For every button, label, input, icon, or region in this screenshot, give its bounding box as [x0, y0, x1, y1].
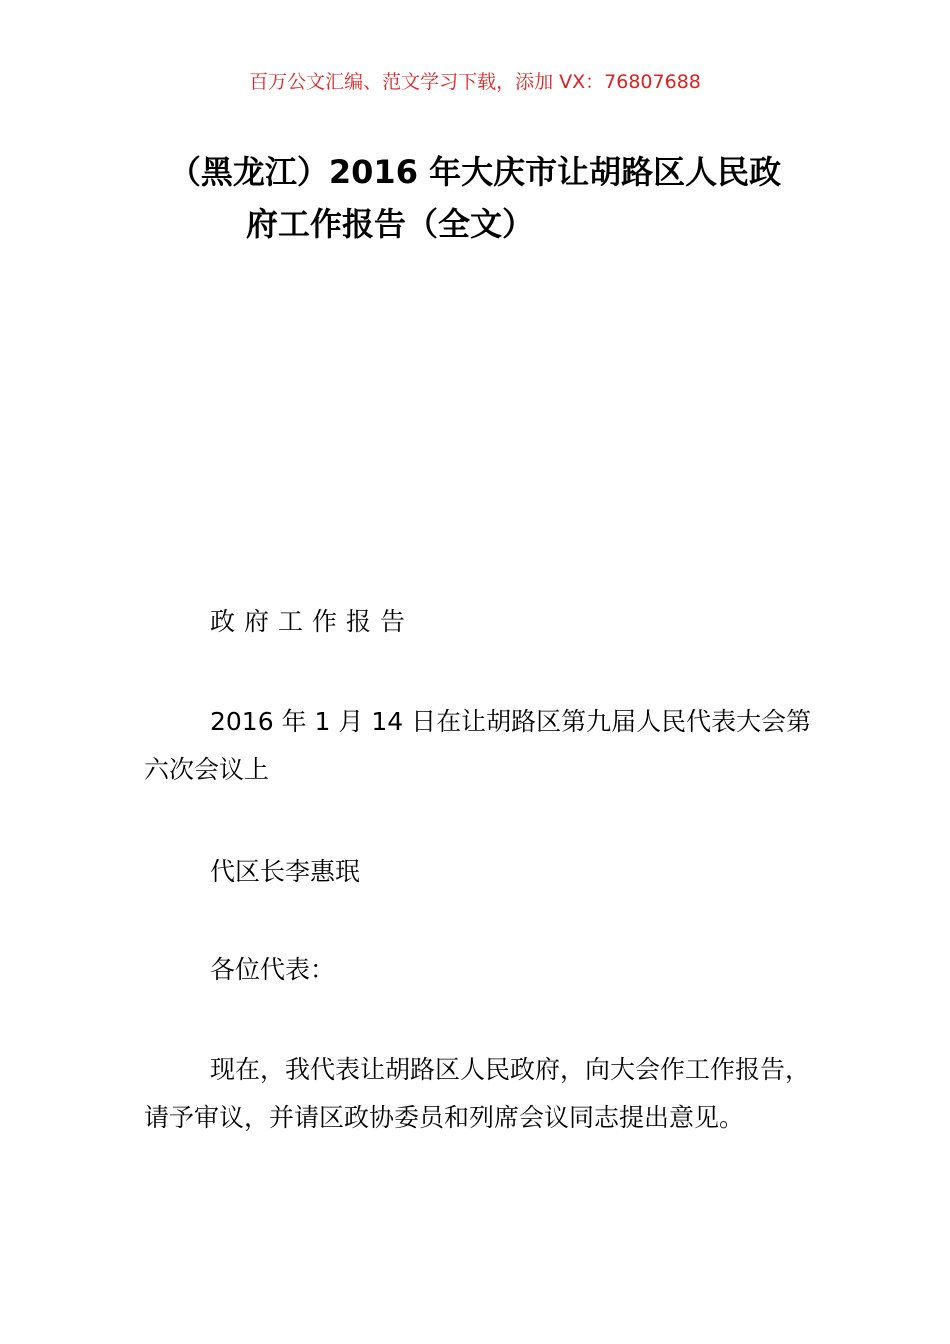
document-title-line-2: 府工作报告（全文）	[245, 205, 534, 243]
document-title-line-1: （黑龙江）2016 年大庆市让胡路区人民政	[168, 153, 782, 191]
report-heading: 政府工作报告	[210, 607, 415, 636]
header-note: 百万公文汇编、范文学习下载，添加 VX：76807688	[249, 71, 701, 93]
salutation: 各位代表：	[210, 955, 336, 984]
document-title	[0, 146, 950, 250]
speaker-line: 代区长李惠珉	[210, 857, 361, 886]
opening-paragraph: 现在，我代表让胡路区人民政府，向大会作工作报告，请予审议，并请区政协委员和列席会议同志提出意见。	[144, 1055, 811, 1132]
date-line: 2016 年 1 月 14 日在让胡路区第九届人民代表大会第六次会议上	[144, 707, 812, 784]
